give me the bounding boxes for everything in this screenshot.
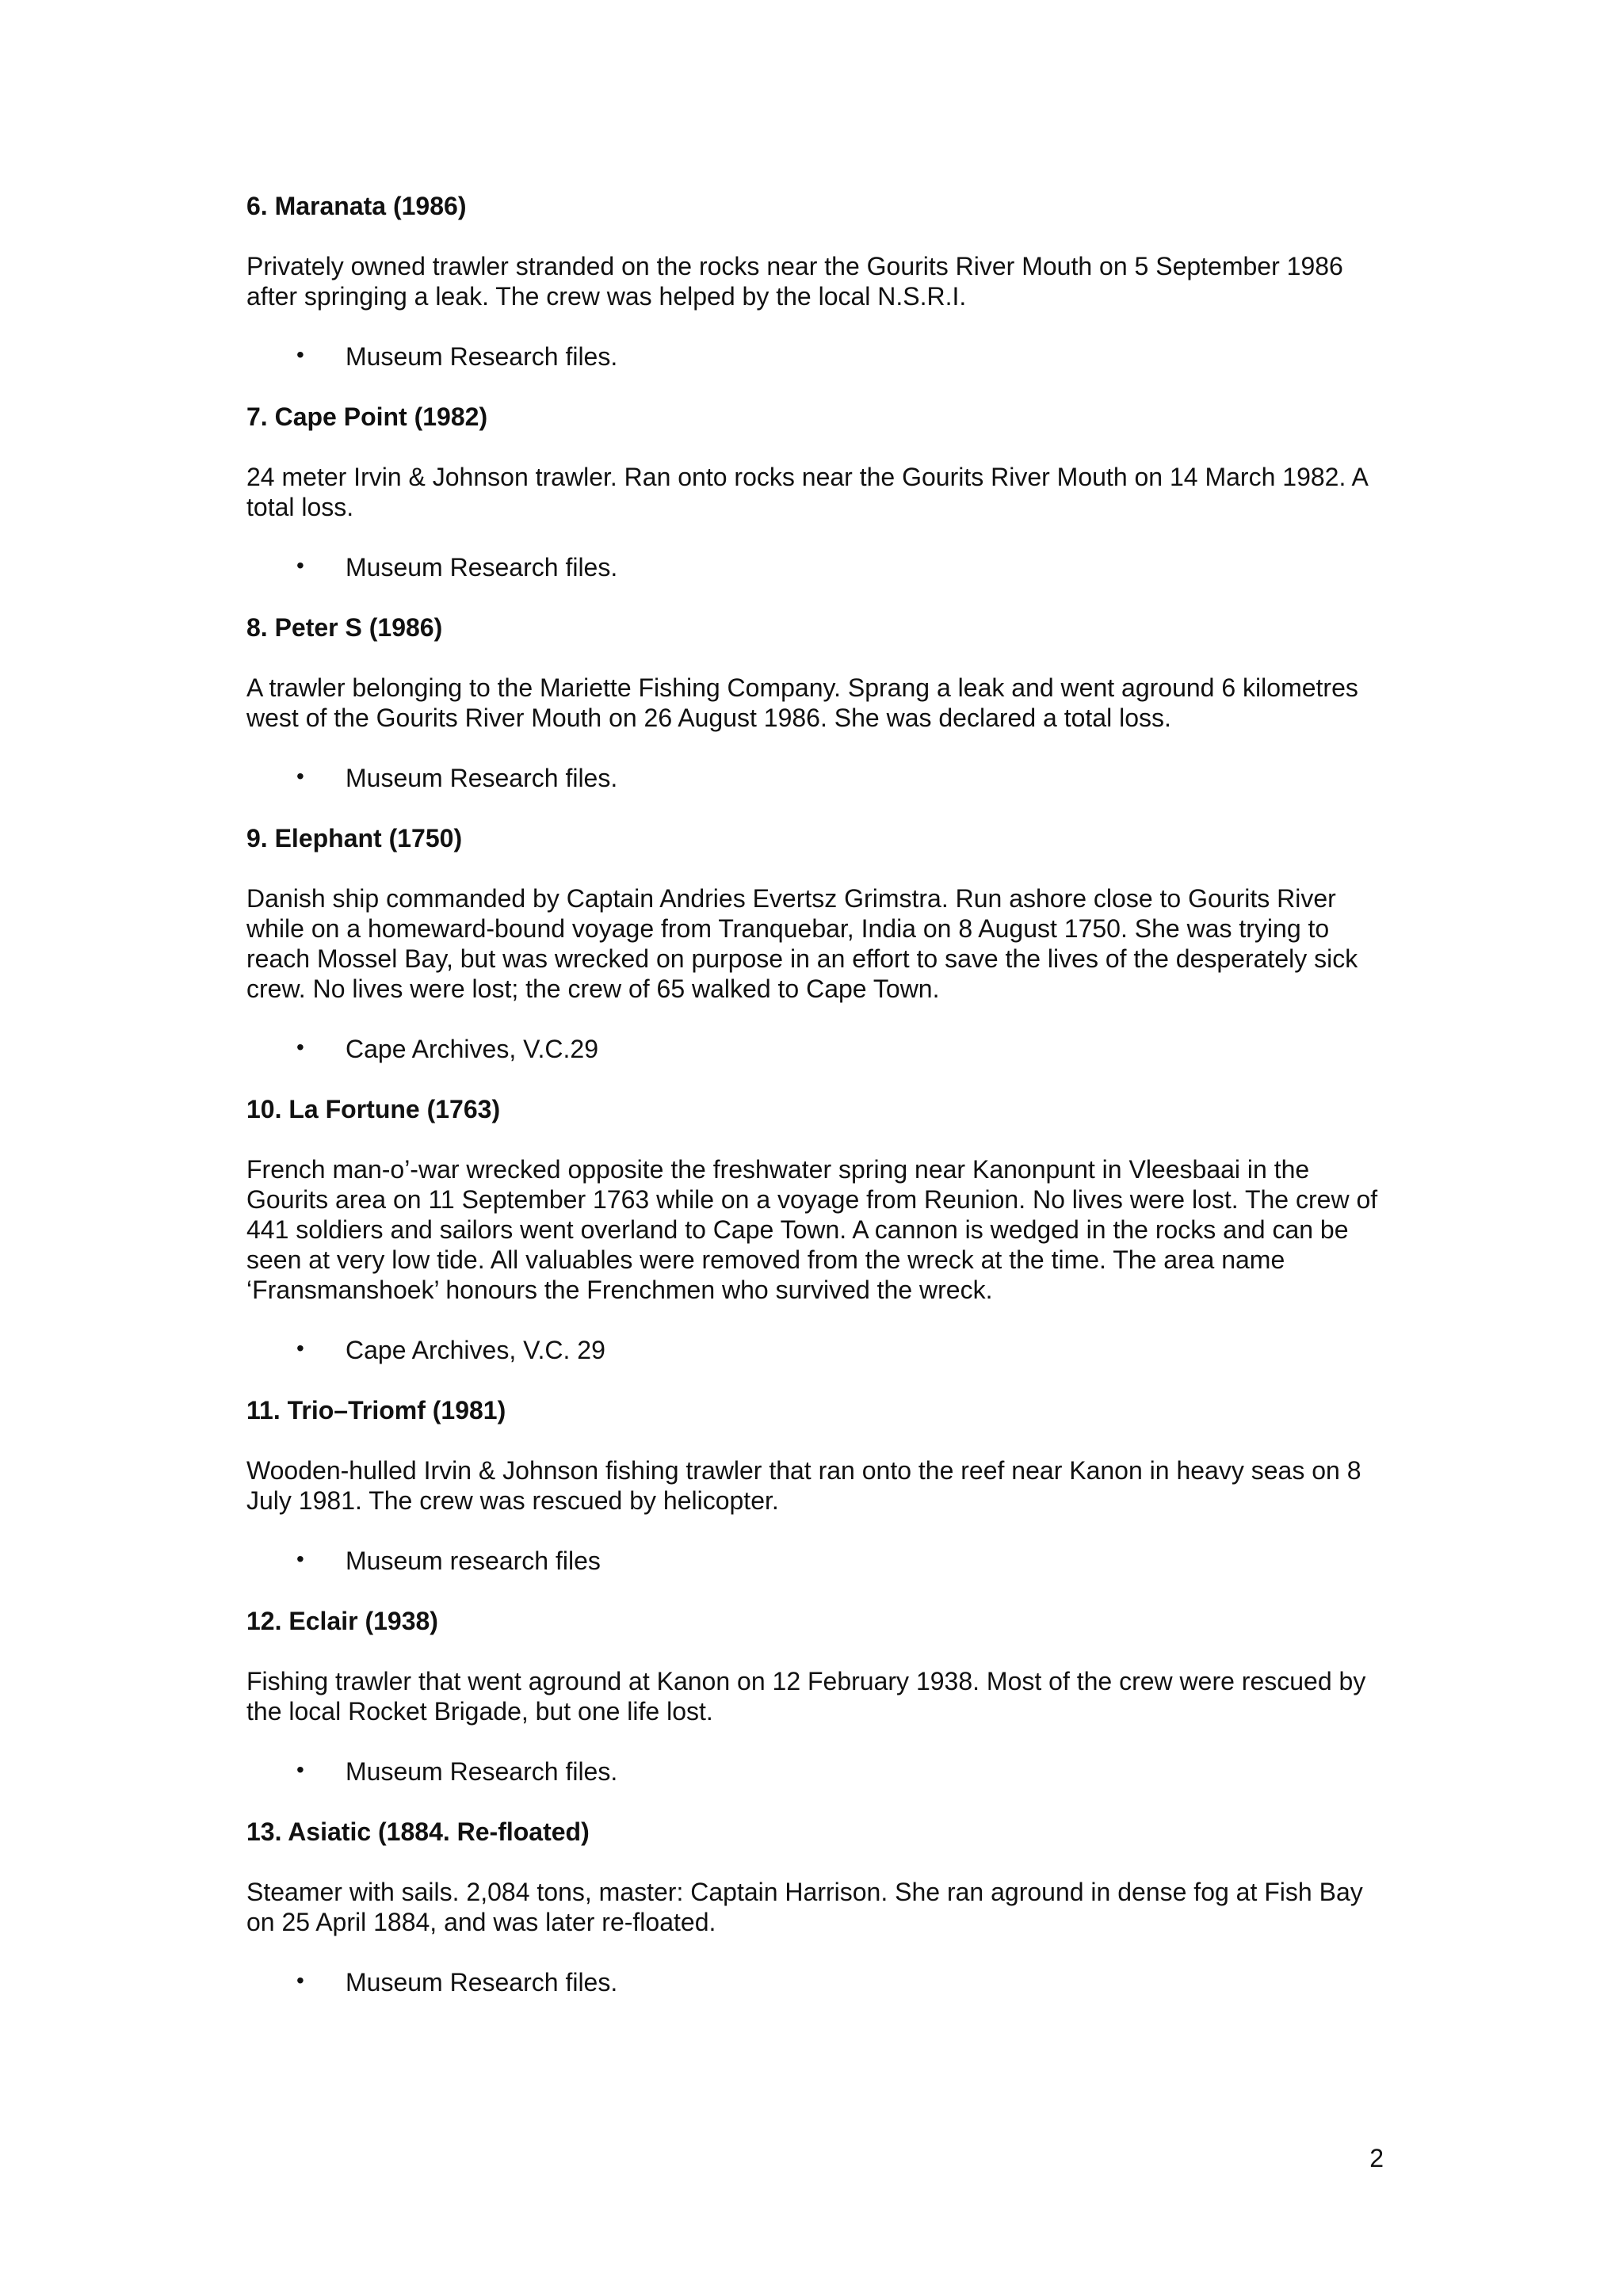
- shipwreck-entry: [246, 402, 1396, 582]
- entry-description: 24 meter Irvin & Johnson trawler. Ran onto rocks near the Gourits River Mouth on 14 March 1982. A total loss.: [246, 463, 1368, 521]
- source-list: [246, 552, 1396, 582]
- source-list: [246, 763, 1396, 793]
- document-content: [246, 191, 1396, 2027]
- shipwreck-entry: [246, 1606, 1396, 1787]
- source-text: Museum research files: [346, 1547, 601, 1575]
- entry-description: A trawler belonging to the Mariette Fishing Company. Sprang a leak and went aground 6 kilometres west of the Gourits River Mouth on 26 August 1986. She was declared a total loss.: [246, 673, 1358, 732]
- page-number: 2: [1369, 2144, 1384, 2172]
- source-item: [246, 552, 1396, 582]
- entry-title: 10. La Fortune (1763): [246, 1095, 501, 1123]
- bullet-dot-icon: •: [296, 1968, 304, 1993]
- entry-title: 13. Asiatic (1884. Re-floated): [246, 1817, 590, 1846]
- entry-description: Wooden-hulled Irvin & Johnson fishing trawler that ran onto the reef near Kanon in heavy seas on 8 July 1981. The crew was rescued by helicopter.: [246, 1456, 1361, 1515]
- source-list: [246, 1034, 1396, 1064]
- entry-description: French man-o’-war wrecked opposite the freshwater spring near Kanonpunt in Vleesbaai in the Gourits area on 11 September 1763 while on a voyage from Reunion. No lives were lost. The crew of 441 soldiers and sailors went overland to Cape Town. A cannon is wedged in the rocks and can be seen at very low tide. All valuables were removed from the wreck at the time. The area name ‘Fransmanshoek’ honours the Frenchmen who survived the wreck.: [246, 1155, 1378, 1304]
- bullet-dot-icon: •: [296, 553, 304, 578]
- entry-title: 12. Eclair (1938): [246, 1607, 438, 1635]
- shipwreck-entry: [246, 1817, 1396, 1997]
- source-text: Museum Research files.: [346, 1757, 618, 1786]
- source-text: Cape Archives, V.C. 29: [346, 1336, 605, 1364]
- source-list: [246, 1335, 1396, 1365]
- bullet-dot-icon: •: [296, 1035, 304, 1059]
- source-text: Museum Research files.: [346, 342, 618, 371]
- shipwreck-entry: [246, 823, 1396, 1064]
- bullet-dot-icon: •: [296, 764, 304, 788]
- shipwreck-entry: [246, 1395, 1396, 1576]
- shipwreck-entry: [246, 612, 1396, 793]
- entry-title: 6. Maranata (1986): [246, 192, 467, 220]
- entry-title: 11. Trio–Triomf (1981): [246, 1396, 506, 1425]
- bullet-dot-icon: •: [296, 1547, 304, 1571]
- entry-description: Danish ship commanded by Captain Andries Evertsz Grimstra. Run ashore close to Gourits River while on a homeward-bound voyage from Tranquebar, India on 8 August 1750. She was trying to reach Mossel Bay, but was wrecked on purpose in an effort to save the lives of the desperately sick crew. No lives were lost; the crew of 65 walked to Cape Town.: [246, 884, 1358, 1003]
- entry-description: Steamer with sails. 2,084 tons, master: Captain Harrison. She ran aground in dense fog at Fish Bay on 25 April 1884, and was later re-floated.: [246, 1878, 1363, 1936]
- entry-title: 7. Cape Point (1982): [246, 402, 488, 431]
- source-item: [246, 1967, 1396, 1997]
- source-list: [246, 1546, 1396, 1576]
- source-item: [246, 1546, 1396, 1576]
- source-item: [246, 1756, 1396, 1787]
- source-text: Museum Research files.: [346, 553, 618, 582]
- shipwreck-entry: [246, 191, 1396, 372]
- bullet-dot-icon: •: [296, 1757, 304, 1782]
- bullet-dot-icon: •: [296, 1336, 304, 1360]
- source-text: Museum Research files.: [346, 1968, 618, 1997]
- entry-title: 9. Elephant (1750): [246, 824, 463, 852]
- source-text: Cape Archives, V.C.29: [346, 1035, 598, 1063]
- source-list: [246, 1756, 1396, 1787]
- source-list: [246, 341, 1396, 372]
- source-text: Museum Research files.: [346, 764, 618, 792]
- source-item: [246, 1335, 1396, 1365]
- source-item: [246, 341, 1396, 372]
- entry-description: Privately owned trawler stranded on the rocks near the Gourits River Mouth on 5 September 1986 after springing a leak. The crew was helped by the local N.S.R.I.: [246, 252, 1343, 311]
- shipwreck-entry: [246, 1094, 1396, 1365]
- bullet-dot-icon: •: [296, 342, 304, 367]
- source-list: [246, 1967, 1396, 1997]
- entry-description: Fishing trawler that went aground at Kanon on 12 February 1938. Most of the crew were rescued by the local Rocket Brigade, but one life lost.: [246, 1667, 1366, 1726]
- source-item: [246, 763, 1396, 793]
- entry-title: 8. Peter S (1986): [246, 613, 443, 642]
- source-item: [246, 1034, 1396, 1064]
